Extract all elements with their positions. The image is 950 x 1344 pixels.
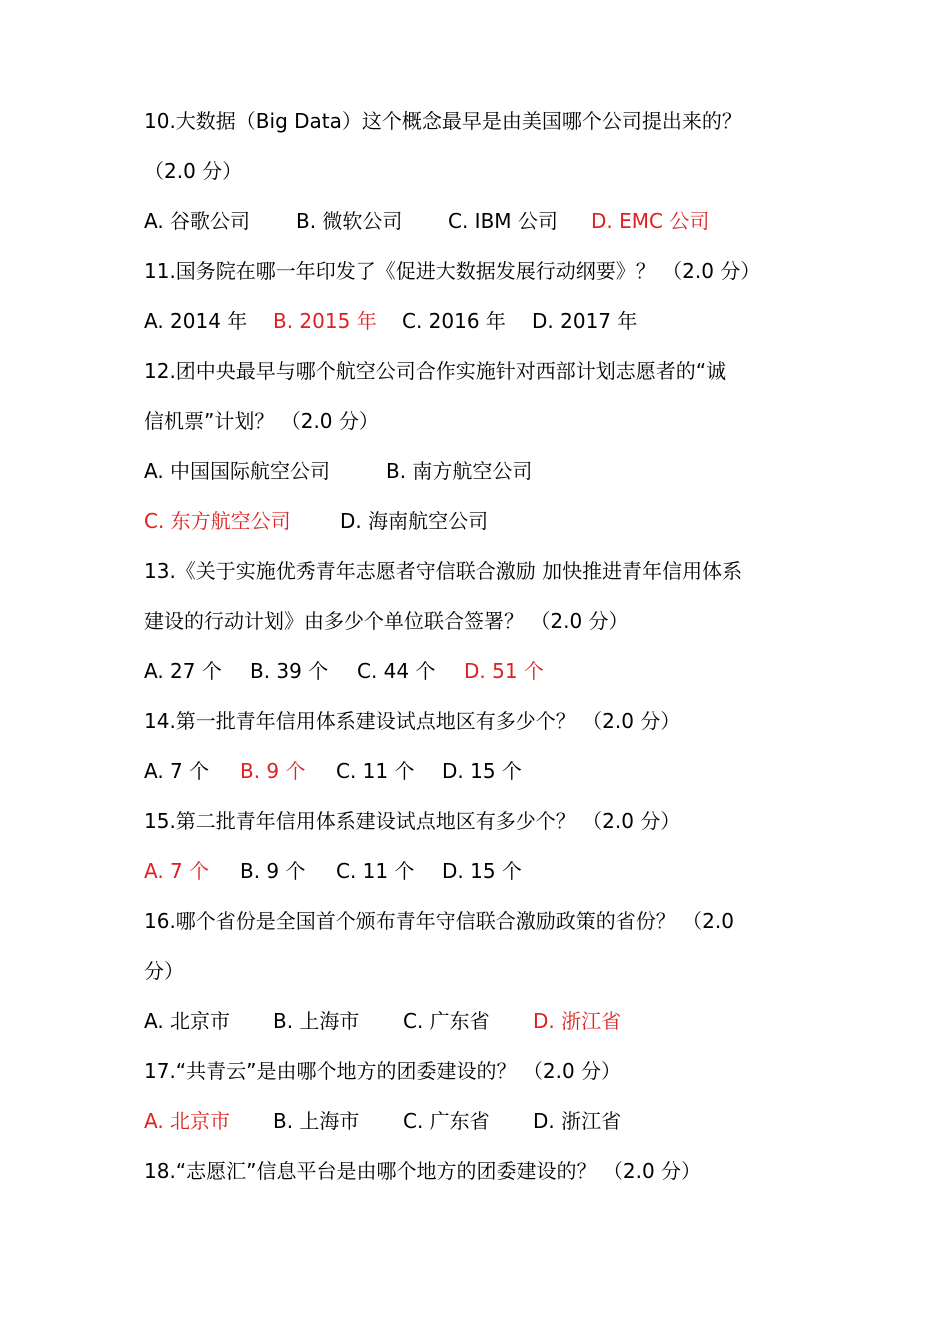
option-a: A. 7 个 <box>144 759 210 783</box>
question-12-line-2: 信机票”计划？ （2.0 分） <box>144 409 379 433</box>
option-b-correct: B. 9 个 <box>240 759 306 783</box>
option-a: A. 北京市 <box>144 1009 231 1033</box>
question-15-line-1: 15.第二批青年信用体系建设试点地区有多少个？ （2.0 分） <box>144 809 681 833</box>
question-10-line-2: （2.0 分） <box>144 159 243 183</box>
question-18-line-1: 18.“志愿汇”信息平台是由哪个地方的团委建设的？ （2.0 分） <box>144 1159 702 1183</box>
option-c-correct: C. 东方航空公司 <box>144 509 291 533</box>
question-10-options <box>144 196 824 246</box>
option-d-correct: D. 51 个 <box>464 659 544 683</box>
option-c: C. IBM 公司 <box>448 209 558 233</box>
question-16-line-2: 分） <box>144 959 184 983</box>
option-c: C. 广东省 <box>403 1109 490 1133</box>
option-d-correct: D. EMC 公司 <box>591 209 710 233</box>
question-12-line-1: 12.团中央最早与哪个航空公司合作实施针对西部计划志愿者的“诚 <box>144 359 727 383</box>
question-10-line-1: 10.大数据（Big Data）这个概念最早是由美国哪个公司提出来的？ <box>144 109 742 133</box>
question-16-options <box>144 996 824 1046</box>
option-b: B. 南方航空公司 <box>386 459 533 483</box>
question-12-options-row-1 <box>144 446 824 496</box>
option-b-correct: B. 2015 年 <box>273 309 377 333</box>
option-a: A. 2014 年 <box>144 309 248 333</box>
option-c: C. 2016 年 <box>402 309 506 333</box>
option-b: B. 39 个 <box>250 659 329 683</box>
question-11-options <box>144 296 824 346</box>
question-13-line-2: 建设的行动计划》由多少个单位联合签署？ （2.0 分） <box>144 609 629 633</box>
option-b: B. 上海市 <box>273 1109 360 1133</box>
option-b: B. 上海市 <box>273 1009 360 1033</box>
option-d-correct: D. 浙江省 <box>533 1009 622 1033</box>
option-c: C. 11 个 <box>336 759 415 783</box>
option-a-correct: A. 7 个 <box>144 859 210 883</box>
question-17-options <box>144 1096 824 1146</box>
question-13-options <box>144 646 824 696</box>
question-16-line-1: 16.哪个省份是全国首个颁布青年守信联合激励政策的省份？ （2.0 <box>144 909 734 933</box>
option-b: B. 9 个 <box>240 859 306 883</box>
option-d: D. 15 个 <box>442 859 522 883</box>
option-d: D. 海南航空公司 <box>340 509 489 533</box>
option-d: D. 浙江省 <box>533 1109 622 1133</box>
option-a: A. 谷歌公司 <box>144 209 251 233</box>
option-d: D. 2017 年 <box>532 309 638 333</box>
option-a: A. 27 个 <box>144 659 222 683</box>
question-14-options <box>144 746 824 796</box>
option-a-correct: A. 北京市 <box>144 1109 231 1133</box>
option-d: D. 15 个 <box>442 759 522 783</box>
question-15-options <box>144 846 824 896</box>
option-c: C. 11 个 <box>336 859 415 883</box>
option-c: C. 44 个 <box>357 659 436 683</box>
question-12-options-row-2 <box>144 496 824 546</box>
question-14-line-1: 14.第一批青年信用体系建设试点地区有多少个？ （2.0 分） <box>144 709 681 733</box>
option-c: C. 广东省 <box>403 1009 490 1033</box>
option-b: B. 微软公司 <box>296 209 403 233</box>
question-13-line-1: 13.《关于实施优秀青年志愿者守信联合激励 加快推进青年信用体系 <box>144 559 743 583</box>
question-11-line-1: 11.国务院在哪一年印发了《促进大数据发展行动纲要》？ （2.0 分） <box>144 259 761 283</box>
option-a: A. 中国国际航空公司 <box>144 459 331 483</box>
question-17-line-1: 17.“共青云”是由哪个地方的团委建设的？ （2.0 分） <box>144 1059 622 1083</box>
